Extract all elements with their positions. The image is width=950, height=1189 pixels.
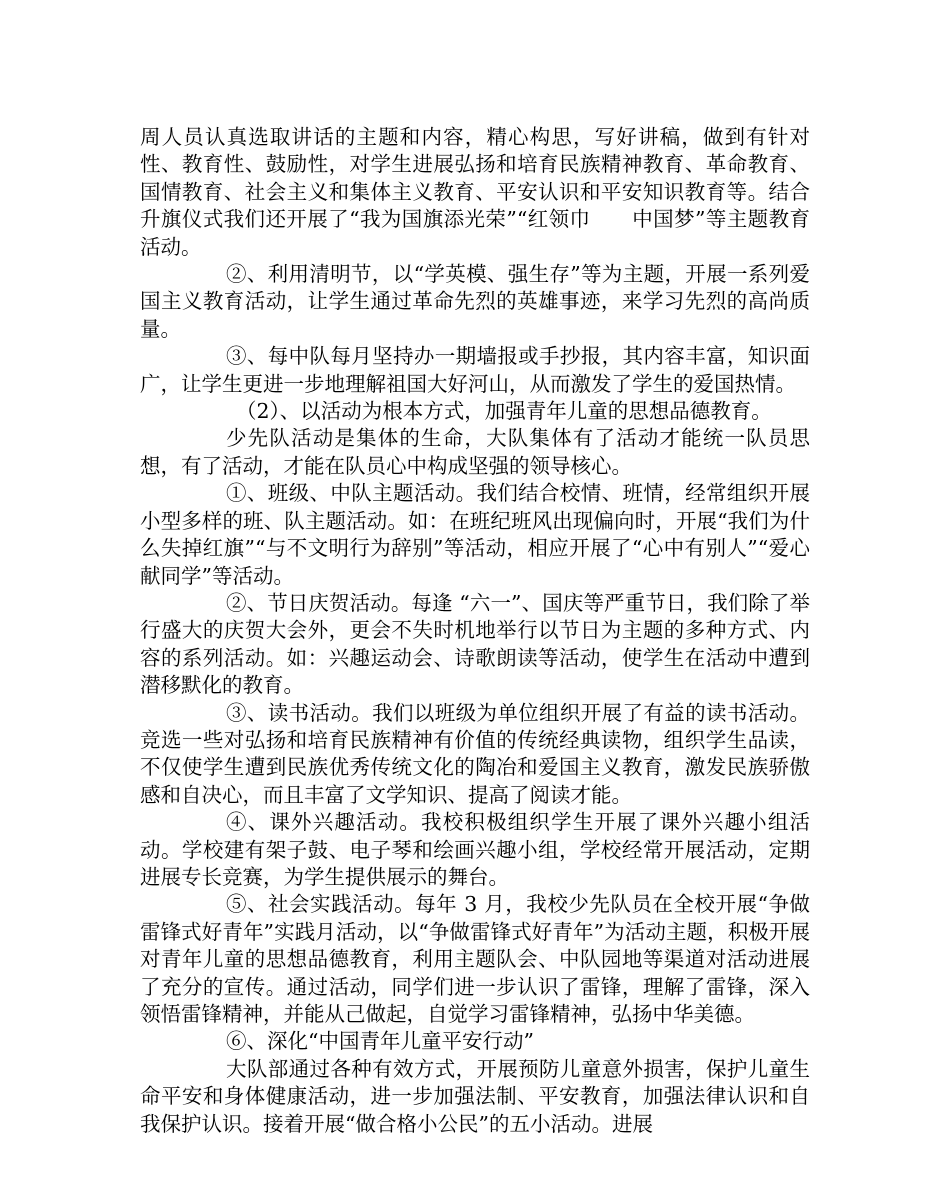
paragraph-wall-newspaper: ③、每中队每月坚持办一期墙报或手抄报，其内容丰富，知识面广，让学生更进一步地理解祖国大好河山，从而激发了学生的爱国热情。 [140,344,810,396]
paragraph-interest-groups: ④、课外兴趣活动。我校积极组织学生开展了课外兴趣小组活动。学校建有架子鼓、电子琴和绘画兴趣小组，学校经常开展活动，定期进展专长竞赛，为学生提供展示的舞台。 [140,810,810,889]
section-heading-activities: （2）、以活动为根本方式，加强青年儿童的思想品德教育。 [236,399,772,424]
paragraph-festival: ②、节日庆贺活动。每逢 “六一”、国庆等严重节日，我们除了举行盛大的庆贺大会外，更会不失时机地举行以节日为主题的多种方式、内容的系列活动。如：兴趣运动会、诗歌朗读等活动，使学生在活动中遭到潜移默化的教育。 [140,590,810,698]
document-body [140,124,810,1138]
paragraph-continuation: 周人员认真选取讲话的主题和内容，精心构思，写好讲稿，做到有针对性、教育性、鼓励性，对学生进展弘扬和培育民族精神教育、革命教育、国情教育、社会主义和集体主义教育、平安认识和平安知识教育等。结合升旗仪式我们还开展了“我为国旗添光荣”“红领巾 中国梦”等主题教育活动。 [140,125,810,259]
paragraph-qingming: ②、利用清明节，以“学英模、强生存”等为主题，开展一系列爱国主义教育活动，让学生通过革命先烈的英雄事迹，来学习先烈的高尚质量。 [140,262,810,341]
paragraph-reading: ③、读书活动。我们以班级为单位组织开展了有益的读书活动。竞选一些对弘扬和培育民族精神有价值的传统经典读物，组织学生品读，不仅使学生遭到民族优秀传统文化的陶冶和爱国主义教育，激发民族骄傲感和自决心，而且丰富了文学知识、提高了阅读才能。 [140,700,810,807]
paragraph-class-theme: ①、班级、中队主题活动。我们结合校情、班情，经常组织开展小型多样的班、队主题活动。如：在班纪班风出现偏向时，开展“我们为什么失掉红旗”“与不文明行为辞别”等活动，相应开展了“心中有别人”“爱心献同学”等活动。 [140,481,810,588]
paragraph-safety-heading: ⑥、深化“中国青年儿童平安行动” [226,1029,534,1054]
paragraph-safety-body: 大队部通过各种有效方式，开展预防儿童意外损害，保护儿童生命平安和身体健康活动，进一步加强法制、平安教育，加强法律认识和自我保护认识。接着开展“做合格小公民”的五小活动。进展 [140,1056,810,1136]
paragraph-collective-life: 少先队活动是集体的生命，大队集体有了活动才能统一队员思想，有了活动，才能在队员心中构成坚强的领导核心。 [140,426,810,478]
paragraph-social-practice: ⑤、社会实践活动。每年 3 月，我校少先队员在全校开展“争做雷锋式好青年”实践月活动，以“争做雷锋式好青年”为活动主题，积极开展对青年儿童的思想品德教育，利用主题队会、中队园地等渠道对活动进展了充分的宣传。通过活动，同学们进一步认识了雷锋，理解了雷锋，深入领悟雷锋精神，并能从己做起，自觉学习雷锋精神，弘扬中华美德。 [140,892,810,1026]
